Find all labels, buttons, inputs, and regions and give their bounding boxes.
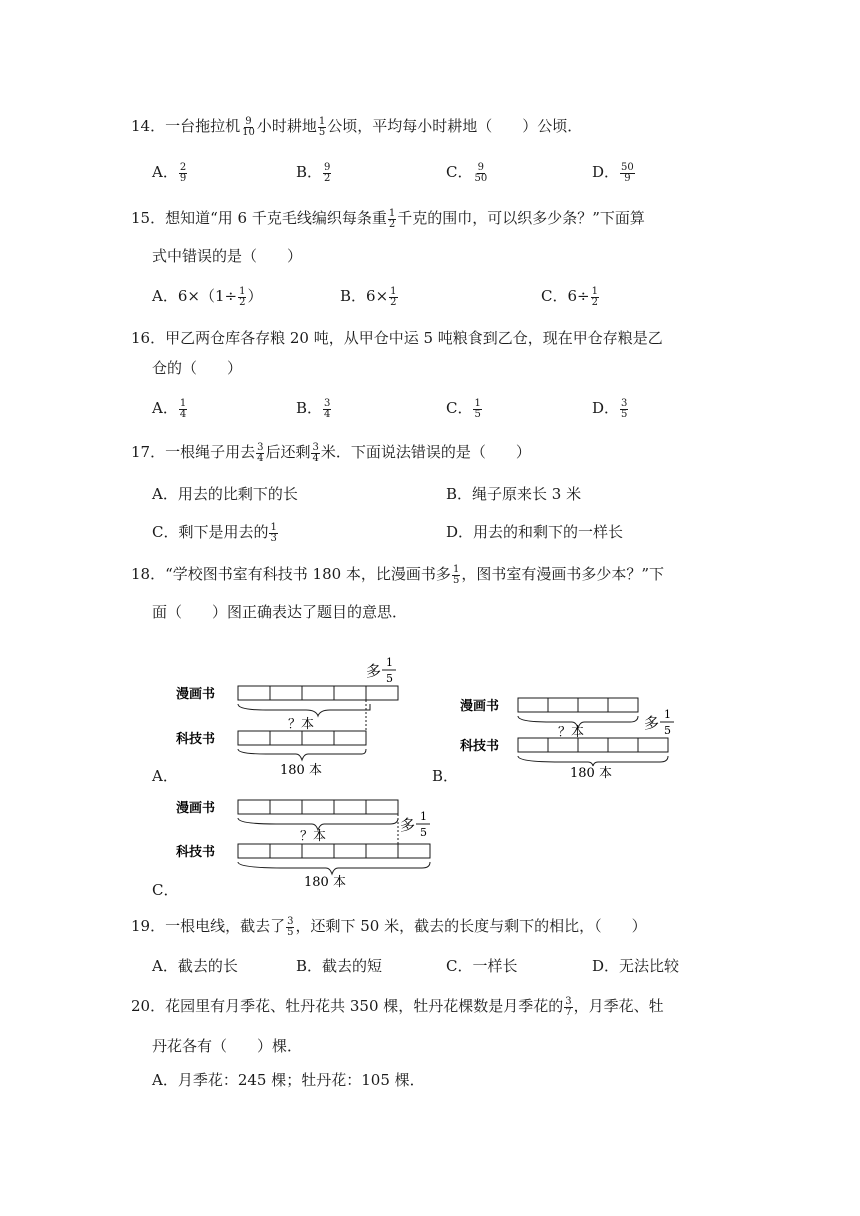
tech-label: 科技书: [460, 739, 500, 754]
option-b[interactable]: B．截去的短: [296, 957, 383, 975]
stem-text: 小时耕地: [256, 117, 317, 135]
option-b[interactable]: B．: [432, 767, 459, 785]
frac-num: 1: [386, 656, 393, 669]
stem-text: 公顷，平均每小时耕地（ ）公顷．: [327, 117, 583, 135]
question-16-stem-line2: 仓的（ ）: [152, 359, 243, 377]
fraction: $\frac{1}{5}$: [318, 115, 326, 138]
question-14-stem: [131, 116, 582, 138]
option-d[interactable]: D．用去的和剩下的一样长: [446, 523, 624, 541]
option-c[interactable]: C．一样长: [446, 957, 518, 975]
option-b[interactable]: B．6× $\frac{1}{2}$: [340, 285, 397, 308]
comic-bar: [238, 800, 398, 814]
total-label: 180 本: [304, 875, 346, 890]
option-b[interactable]: B． $\frac{9}{2}$: [296, 161, 331, 184]
option-b[interactable]: B． $\frac{3}{4}$: [296, 397, 331, 420]
comic-label: 漫画书: [176, 801, 216, 816]
tech-bar: [518, 738, 668, 752]
fraction: $\frac{3}{4}$: [312, 441, 319, 464]
tech-label: 科技书: [176, 732, 216, 747]
unknown-label: ？本: [558, 725, 585, 740]
fraction: $\frac{9}{10}$: [242, 115, 255, 138]
more-label: 多: [400, 816, 416, 834]
option-a[interactable]: A． $\frac{2}{9}$: [152, 161, 187, 184]
frac-num: 1: [664, 708, 671, 721]
option-a[interactable]: A．用去的比剩下的长: [152, 485, 298, 503]
option-a[interactable]: A．月季花：245 棵；牡丹花：105 棵．: [152, 1071, 425, 1089]
fraction: $\frac{1}{5}$: [452, 563, 460, 586]
more-label: 多: [644, 714, 660, 732]
option-c[interactable]: C． $\frac{1}{5}$: [446, 397, 481, 420]
tech-brace: [238, 749, 366, 760]
option-c[interactable]: C．: [152, 881, 179, 899]
more-label: 多: [366, 662, 382, 680]
fraction: $\frac{3}{4}$: [257, 441, 264, 464]
frac-den: 5: [664, 724, 671, 737]
question-19-stem: 19．一根电线，截去了 $\frac{3}{5}$ ，还剩下 50 米，截去的长度与剩下的相比，（ ）: [131, 915, 647, 938]
comic-label: 漫画书: [460, 699, 500, 714]
total-label: 180 本: [280, 763, 322, 778]
option-a[interactable]: A．截去的长: [152, 957, 238, 975]
total-label: 180 本: [570, 766, 612, 780]
comic-bar: [238, 686, 398, 700]
tech-brace: [518, 756, 668, 766]
fraction: $\frac{3}{7}$: [565, 995, 572, 1018]
frac-den: 5: [420, 826, 427, 839]
question-18-stem-line2: 面（ ）图正确表达了题目的意思．: [152, 603, 408, 621]
option-d[interactable]: D．无法比较: [592, 957, 680, 975]
option-c[interactable]: C．6÷ $\frac{1}{2}$: [541, 285, 598, 308]
option-d[interactable]: D． $\frac{50}{9}$: [592, 161, 634, 184]
option-c[interactable]: C． $\frac{9}{50}$: [446, 161, 488, 184]
fraction: $\frac{1}{2}$: [388, 207, 396, 230]
fraction: $\frac{3}{5}$: [287, 915, 294, 938]
diagram-c: [176, 792, 446, 892]
tech-brace: [238, 862, 430, 874]
option-a[interactable]: A．: [152, 767, 178, 785]
question-15-stem-line2: 式中错误的是（ ）: [152, 247, 303, 265]
option-c[interactable]: C．剩下是用去的 $\frac{1}{3}$: [152, 521, 277, 544]
question-17-stem: 17．一根绳子用去 $\frac{3}{4}$ 后还剩 $\frac{3}{4}$ 米．下面说法错误的是（ ）: [131, 441, 531, 464]
question-16-stem: 16．甲乙两仓库各存粮 20 吨，从甲仓中运 5 吨粮食到乙仓，现在甲仓存粮是乙: [131, 329, 663, 347]
tech-label: 科技书: [176, 845, 216, 860]
option-a[interactable]: A．6×（1÷ $\frac{1}{2}$ ）: [152, 285, 263, 308]
option-b[interactable]: B．绳子原来长 3 米: [446, 485, 582, 503]
unknown-label: ？本: [300, 829, 327, 844]
question-15-stem: 15．想知道“用 6 千克毛线编织每条重 $\frac{1}{2}$ 千克的围巾，可以织多少条？”下面算: [131, 207, 645, 230]
frac-den: 5: [386, 672, 393, 685]
question-18-stem: 18．“学校图书室有科技书 180 本，比漫画书多 $\frac{1}{5}$ ，图书室有漫画书多少本？”下: [131, 563, 664, 586]
unknown-label: ？本: [288, 717, 315, 732]
comic-label: 漫画书: [176, 687, 216, 702]
stem-text: 14．一台拖拉机: [131, 117, 241, 135]
question-20-stem: 20．花园里有月季花、牡丹花共 350 棵，牡丹花棵数是月季花的 $\frac{3}{7}$ ，月季花、牡: [131, 995, 664, 1018]
diagram-b: [460, 684, 684, 780]
diagram-a: [176, 650, 416, 780]
frac-num: 1: [420, 810, 427, 823]
comic-brace: [238, 704, 370, 716]
option-a[interactable]: A． $\frac{1}{4}$: [152, 397, 187, 420]
question-20-stem-line2: 丹花各有（ ）棵．: [152, 1037, 303, 1055]
option-d[interactable]: D． $\frac{3}{5}$: [592, 397, 628, 420]
